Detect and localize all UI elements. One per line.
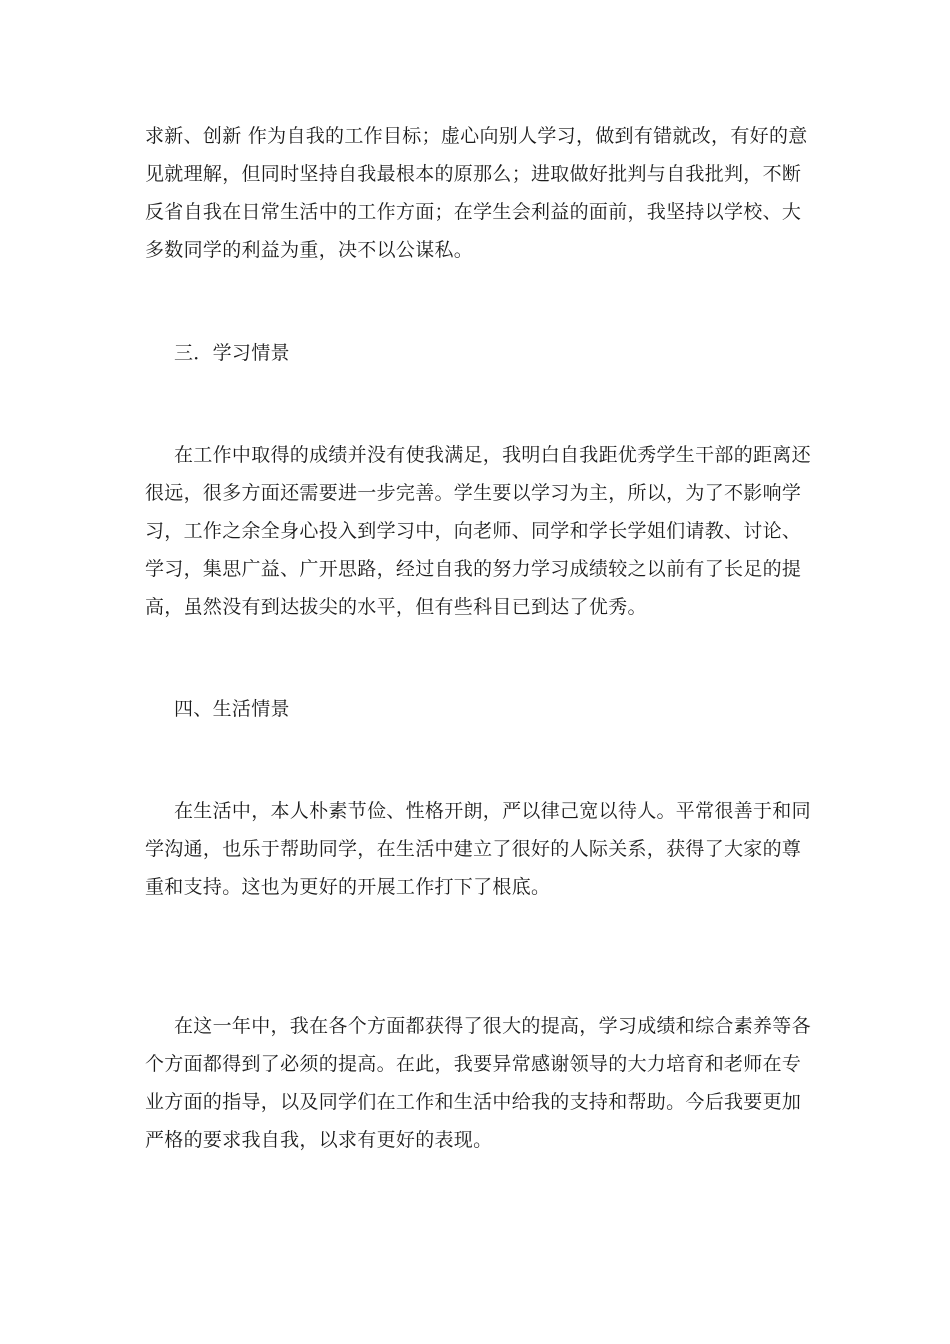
text-line: 在工作中取得的成绩并没有使我满足，我明白自我距优秀学生干部的距离还 bbox=[174, 444, 811, 466]
text-line: 在生活中，本人朴素节俭、性格开朗，严以律己宽以待人。平常很善于和同 bbox=[174, 800, 811, 822]
text-line: 习，工作之余全身心投入到学习中，向老师、同学和学长学姐们请教、讨论、 bbox=[145, 520, 802, 542]
text-line: 多数同学的利益为重，决不以公谋私。 bbox=[145, 239, 474, 261]
text-line: 反省自我在日常生活中的工作方面；在学生会利益的面前，我坚持以学校、大 bbox=[145, 201, 802, 223]
section-heading-study: 三．学习情景 bbox=[174, 342, 290, 364]
text-line: 很远，很多方面还需要进一步完善。学生要以学习为主，所以，为了不影响学 bbox=[145, 482, 802, 504]
text-line: 严格的要求我自我，以求有更好的表现。 bbox=[145, 1129, 493, 1151]
text-line: 个方面都得到了必须的提高。在此，我要异常感谢领导的大力培育和老师在专 bbox=[145, 1053, 802, 1075]
text-line: 高，虽然没有到达拔尖的水平，但有些科目已到达了优秀。 bbox=[145, 596, 647, 618]
text-line: 业方面的指导，以及同学们在工作和生活中给我的支持和帮助。今后我要更加 bbox=[145, 1091, 802, 1113]
section-heading-life: 四、生活情景 bbox=[174, 698, 290, 720]
text-line: 重和支持。这也为更好的开展工作打下了根底。 bbox=[145, 876, 551, 898]
text-line: 在这一年中，我在各个方面都获得了很大的提高，学习成绩和综合素养等各 bbox=[174, 1015, 811, 1037]
text-line: 见就理解，但同时坚持自我最根本的原那么；进取做好批判与自我批判，不断 bbox=[145, 163, 802, 185]
text-line: 学沟通，也乐于帮助同学，在生活中建立了很好的人际关系，获得了大家的尊 bbox=[145, 838, 802, 860]
text-line: 求新、创新 作为自我的工作目标；虚心向别人学习，做到有错就改，有好的意 bbox=[145, 125, 808, 147]
text-line: 学习，集思广益、广开思路，经过自我的努力学习成绩较之以前有了长足的提 bbox=[145, 558, 802, 580]
